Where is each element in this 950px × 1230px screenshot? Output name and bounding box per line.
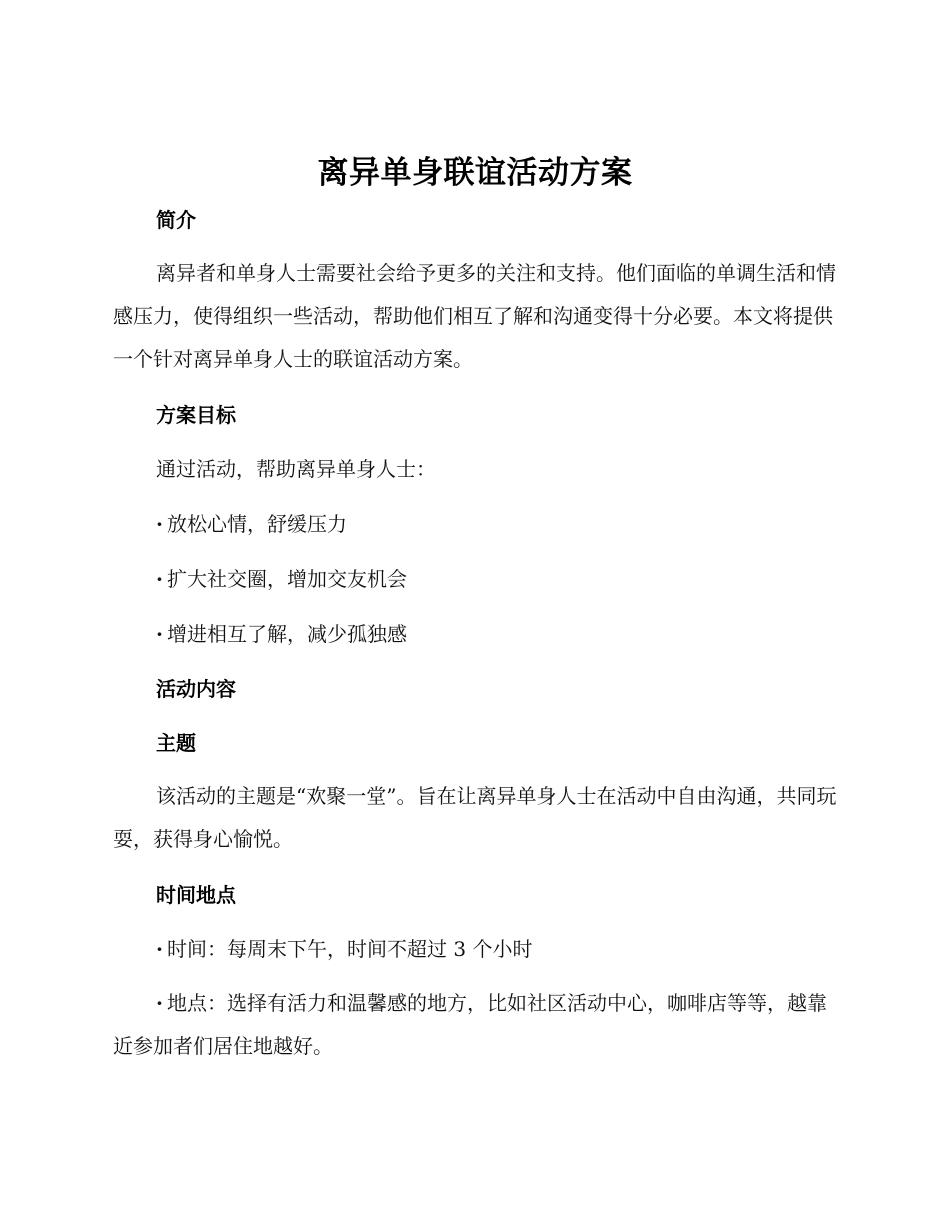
intro-heading: 简介 [156,208,196,232]
bullet-icon: · [156,512,163,536]
bullet-icon: · [156,991,163,1015]
bullet-icon: · [156,567,163,591]
place-text: 地点：选择有活力和温馨感的地方，比如社区活动中心，咖啡店等等，越靠近参加者们居住地越好。 [113,991,827,1058]
content-heading: 活动内容 [156,677,236,701]
goal-item [113,557,837,612]
goal-text: 增进相互了解，减少孤独感 [167,622,407,646]
time-item [113,927,837,982]
bullet-icon: · [156,622,163,646]
place-item [113,982,837,1068]
bullet-icon: · [156,937,163,961]
goals-heading: 方案目标 [156,403,236,427]
goal-item [113,612,837,667]
theme-paragraph: 该活动的主题是“欢聚一堂”。旨在让离异单身人士在活动中自由沟通，共同玩耍，获得身心愉悦。 [113,784,837,851]
goal-text: 扩大社交圈，增加交友机会 [167,567,407,591]
intro-paragraph: 离异者和单身人士需要社会给予更多的关注和支持。他们面临的单调生活和情感压力，使得组织一些活动，帮助他们相互了解和沟通变得十分必要。本文将提供一个针对离异单身人士的联谊活动方案。 [113,261,836,371]
document-title: 离异单身联谊活动方案 [317,155,633,191]
theme-heading: 主题 [156,731,196,755]
time-text: 时间：每周末下午，时间不超过 3 个小时 [167,937,533,961]
goals-lead: 通过活动，帮助离异单身人士： [156,457,436,481]
goal-item [113,502,837,557]
document-body [113,198,837,1080]
time-place-heading: 时间地点 [156,883,236,907]
goal-text: 放松心情，舒缓压力 [167,512,347,536]
